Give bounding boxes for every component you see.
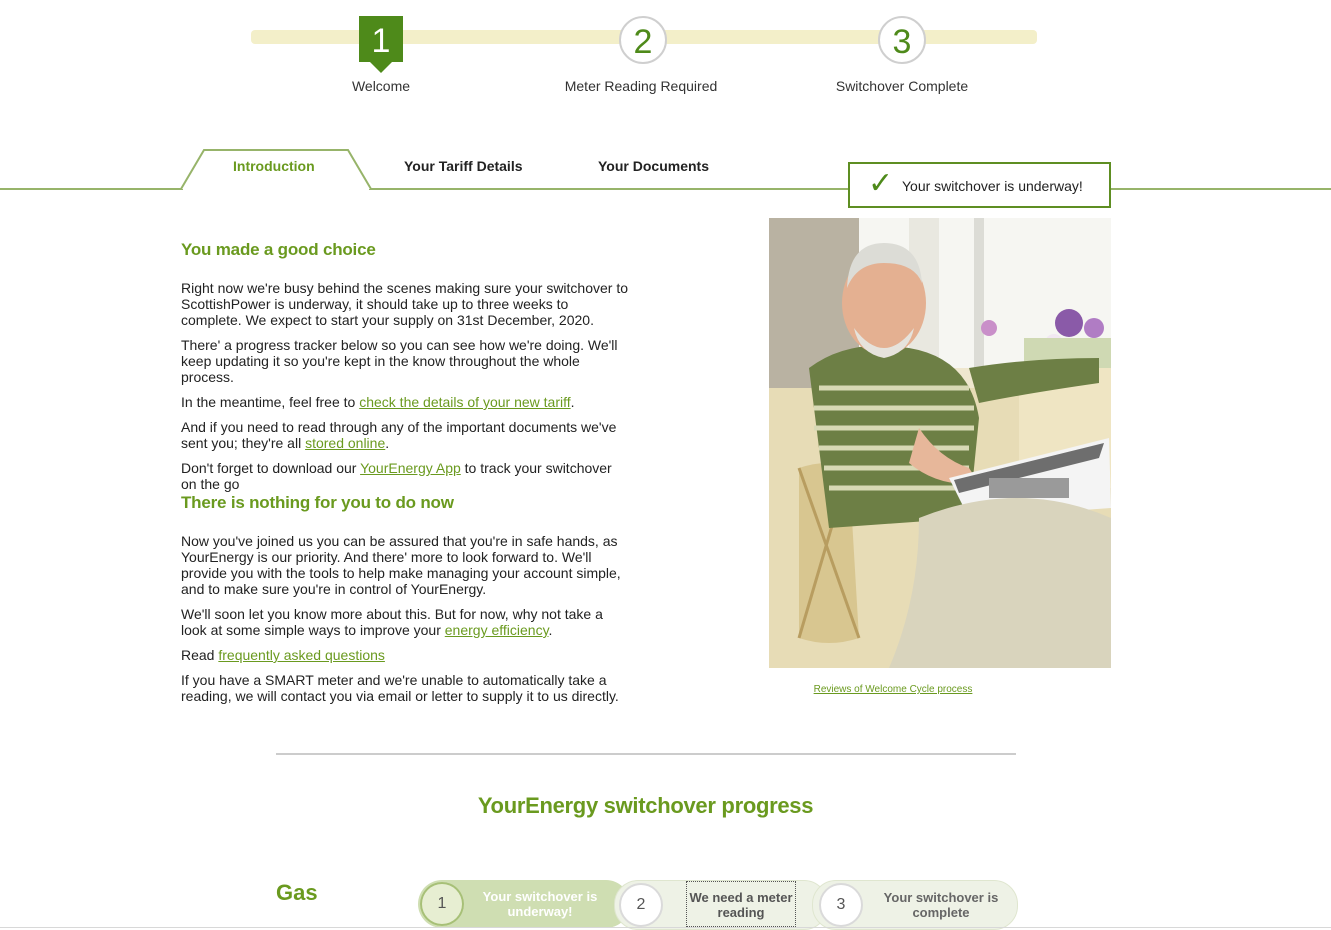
stage-1-label: Your switchover is underway!: [482, 889, 598, 919]
paragraph: There' a progress tracker below so you can see how we're doing. We'll keep updating it so you're kept in the know throughout the whole process.: [181, 337, 618, 385]
stage-2-label: We need a meter reading: [687, 882, 795, 926]
step-1-marker: [359, 16, 403, 62]
step-2-number: 2: [633, 23, 653, 61]
step-3-label: Switchover Complete: [835, 78, 969, 94]
stage-2-pill: [614, 880, 828, 930]
customer-photo: [769, 218, 1111, 668]
step-2-label: Meter Reading Required: [564, 78, 718, 94]
gas-label: Gas: [276, 880, 318, 905]
stage-3-label: Your switchover is complete: [883, 890, 999, 920]
section-divider: [276, 753, 1016, 755]
switchover-notice: [848, 162, 1111, 208]
step-1-label: Welcome: [351, 78, 411, 94]
heading-good-choice: You made a good choice: [181, 240, 376, 259]
paragraph: We'll soon let you know more about this. But for now, why not take a look at some simple ways to improve your energy efficiency.: [181, 606, 603, 638]
check-icon: ✓: [868, 167, 894, 200]
stage-1-number: 1: [437, 895, 447, 912]
step-3-number: 3: [892, 23, 912, 61]
reviews-link[interactable]: Reviews of Welcome Cycle process: [813, 684, 973, 695]
paragraph: Right now we're busy behind the scenes making sure your switchover to ScottishPower is underway, it should take up to three weeks to complete. We expect to start your supply on 31st December, 2020.: [181, 280, 629, 328]
stage-1-pill: [418, 880, 630, 928]
paragraph: In the meantime, feel free to check the details of your new tariff.: [181, 394, 575, 410]
paragraph: And if you need to read through any of the important documents we've sent you; they're all stored online.: [181, 419, 617, 451]
tab-tariff-details[interactable]: Your Tariff Details: [404, 158, 523, 174]
tab-documents[interactable]: Your Documents: [598, 158, 709, 174]
energy-efficiency-link[interactable]: energy efficiency: [444, 622, 549, 638]
paragraph: If you have a SMART meter and we're unable to automatically take a reading, we will contact you via email or letter to supply it to us directly.: [181, 672, 619, 704]
step-3-marker: [878, 16, 926, 64]
bottom-rule: [0, 927, 1331, 928]
stored-online-link[interactable]: stored online: [305, 435, 386, 451]
tab-introduction[interactable]: Introduction: [233, 158, 315, 174]
progress-title: YourEnergy switchover progress: [477, 793, 814, 818]
tariff-details-link[interactable]: check the details of your new tariff: [359, 394, 571, 410]
step-1-number: 1: [371, 22, 391, 60]
stage-2-circle: [619, 883, 663, 927]
heading-nothing-to-do: There is nothing for you to do now: [181, 493, 454, 512]
step-2-marker: [619, 16, 667, 64]
paragraph: Read frequently asked questions: [181, 647, 385, 663]
step-1-pointer: [370, 62, 392, 73]
paragraph: Don't forget to download our YourEnergy App to track your switchover on the go: [181, 460, 612, 492]
intro-content: [181, 242, 631, 713]
photo-caption: [769, 684, 1017, 695]
stage-3-number: 3: [836, 896, 846, 913]
switchover-notice-text: Your switchover is underway!: [902, 178, 1083, 194]
stage-3-pill: [812, 880, 1018, 930]
yourenergy-app-link[interactable]: YourEnergy App: [360, 460, 461, 476]
paragraph: Now you've joined us you can be assured that you're in safe hands, as YourEnergy is our priority. And there' more to look forward to. We'll provide you with the tools to help make managing your account simple, and to make sure you're in control of YourEnergy.: [181, 533, 621, 597]
stage-2-number: 2: [636, 896, 646, 913]
faq-link[interactable]: frequently asked questions: [218, 647, 385, 663]
stage-1-circle: [420, 882, 464, 926]
stage-3-circle: [819, 883, 863, 927]
